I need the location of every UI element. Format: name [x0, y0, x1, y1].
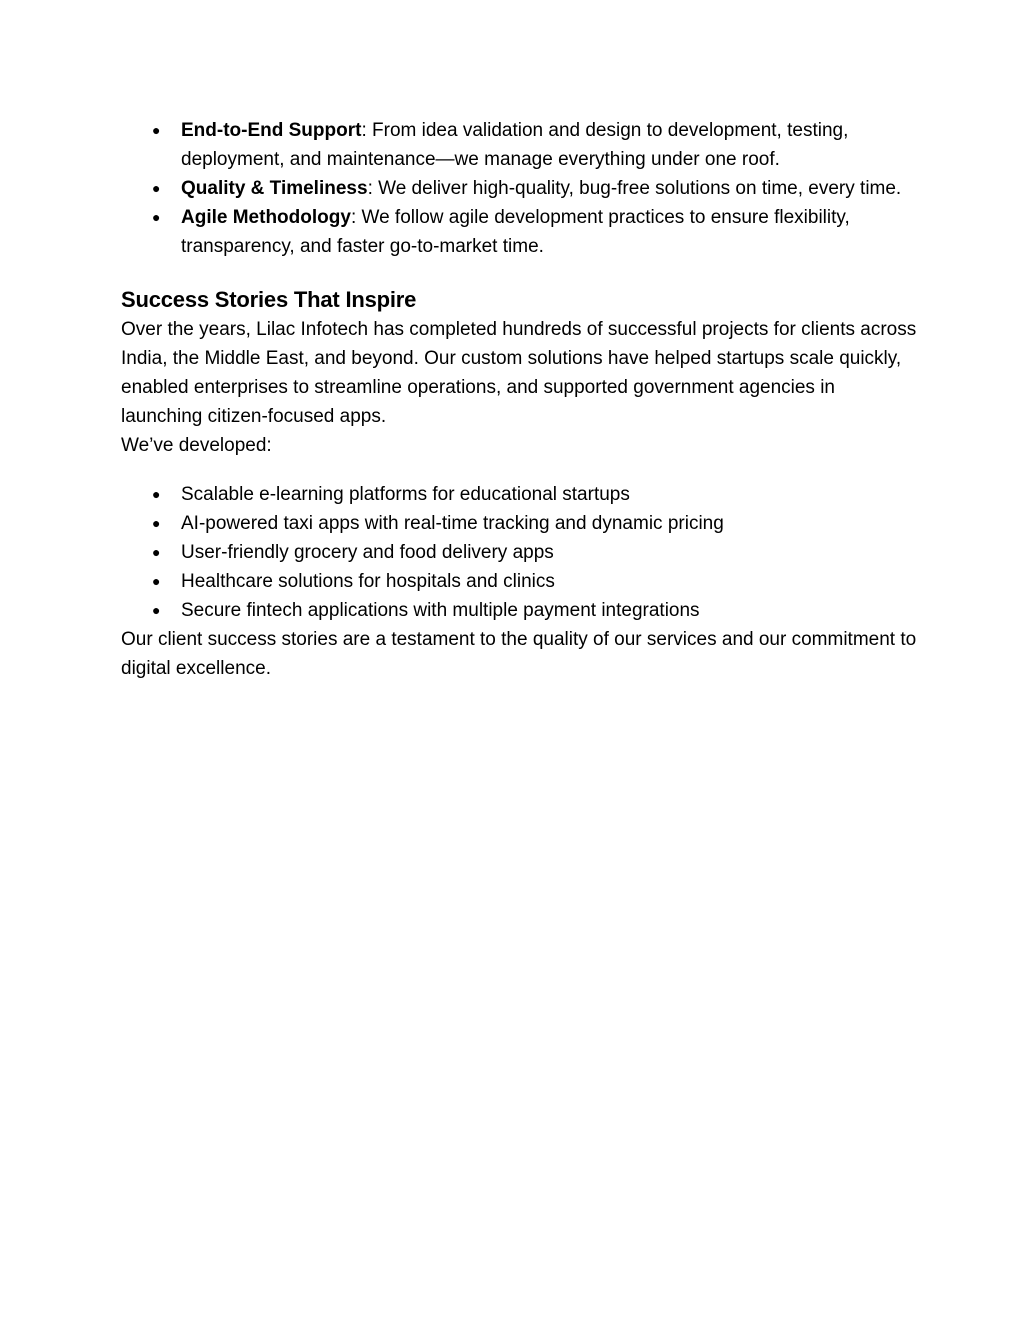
list-item: [121, 567, 921, 596]
list-item: [121, 596, 921, 625]
bullet-icon: ●: [152, 544, 161, 560]
bullet-icon: ●: [152, 515, 161, 531]
list-item: [121, 116, 921, 174]
document-page: [121, 116, 921, 683]
item-term: Agile Methodology: [181, 207, 351, 228]
list-item: [121, 480, 921, 509]
item-text: AI-powered taxi apps with real-time tracking and dynamic pricing: [181, 513, 724, 534]
item-text: : From idea validation and design to development, testing, deployment, and maintenance—we manage everything under one roof.: [181, 120, 849, 170]
list-item: [121, 538, 921, 567]
list-item: [121, 203, 921, 261]
list-item: [121, 174, 921, 203]
bullet-icon: ●: [152, 602, 161, 618]
developed-list: [121, 480, 921, 625]
list-item: [121, 509, 921, 538]
bullet-icon: ●: [152, 180, 161, 196]
section-heading: Success Stories That Inspire: [121, 287, 417, 312]
intro-paragraph: Over the years, Lilac Infotech has completed hundreds of successful projects for clients across India, the Middle East, and beyond. Our custom solutions have helped startups scale quickly, enabled enterprises to streamline operations, and supported government agencies in launching citizen-focused apps.: [121, 319, 917, 427]
bullet-icon: ●: [152, 486, 161, 502]
closing-paragraph: Our client success stories are a testament to the quality of our services and our commitment to digital excellence.: [121, 629, 917, 679]
item-text: : We deliver high-quality, bug-free solutions on time, every time.: [367, 178, 902, 199]
lead-paragraph: We’ve developed:: [121, 435, 272, 456]
item-term: End-to-End Support: [181, 120, 362, 141]
item-text: User-friendly grocery and food delivery apps: [181, 542, 554, 563]
item-text: Scalable e-learning platforms for educational startups: [181, 484, 630, 505]
bullet-icon: ●: [152, 122, 161, 138]
item-text: Secure fintech applications with multiple payment integrations: [181, 600, 700, 621]
item-term: Quality & Timeliness: [181, 178, 368, 199]
bullet-icon: ●: [152, 209, 161, 225]
item-text: Healthcare solutions for hospitals and clinics: [181, 571, 555, 592]
features-list: [121, 116, 921, 261]
bullet-icon: ●: [152, 573, 161, 589]
item-text: : We follow agile development practices to ensure flexibility, transparency, and faster go-to-market time.: [181, 207, 850, 257]
